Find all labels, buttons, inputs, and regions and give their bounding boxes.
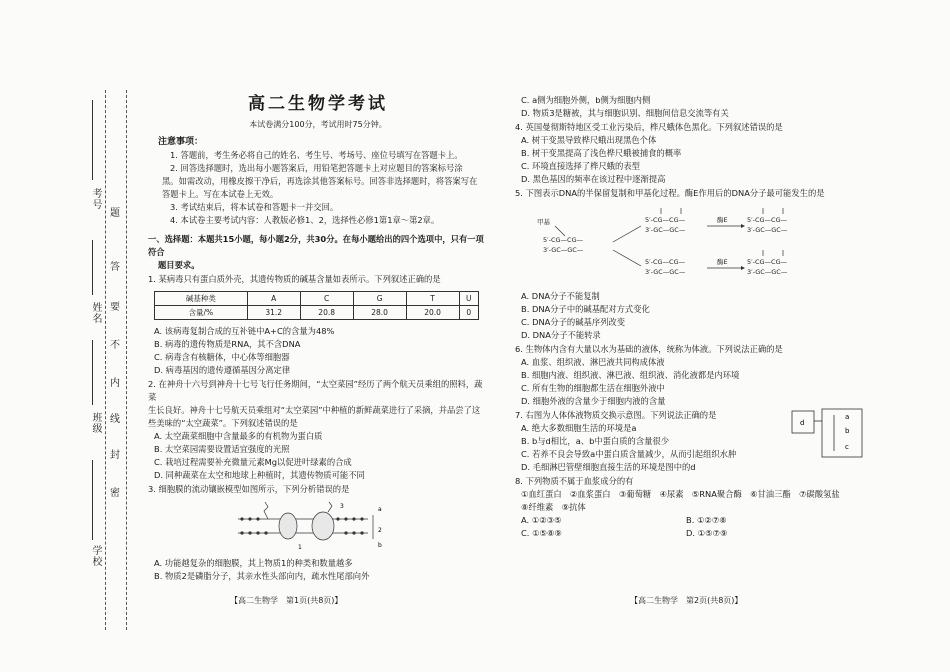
binding-dashed-line (105, 90, 106, 630)
table-cell: 碱基种类 (155, 292, 248, 306)
enzyme-label: 酶E (717, 258, 728, 266)
dna-strand: 3′-GC—GC— (747, 268, 788, 276)
membrane-label: 1 (298, 544, 302, 551)
enzyme-label: 酶E (717, 216, 728, 224)
q8-items: ⑧纤维素 ⑨抗体 (521, 502, 586, 512)
q4-option: C. 环境直接选择了桦尺蛾的表型 (521, 161, 640, 171)
q1-option: D. 病毒基因的遗传遵循基因分离定律 (154, 365, 291, 375)
q8-options-row (515, 527, 845, 540)
q4-option: D. 黑色基因的频率在该过程中逐渐提高 (521, 174, 666, 184)
dna-strand: 3′-GC—GC— (543, 246, 584, 254)
q6-option: B. 细胞内液、组织液、淋巴液、组织液、消化液都是内环境 (521, 370, 740, 380)
table-row (155, 292, 479, 306)
table-cell: 20.0 (406, 306, 459, 320)
q1-option: A. 该病毒复制合成的互补链中A+C的含量为48% (154, 326, 335, 336)
note-line: 黑。如需改动，用橡皮擦干净后，再选涂其他答案标号。回答非选择题时，将答案写在 (162, 176, 478, 186)
note-line: 2. 回答选择题时，选出每小题答案后，用铅笔把答题卡上对应题目的答案标号涂 (170, 163, 463, 173)
name-label: 姓名 (90, 302, 101, 324)
school-label: 学校 (90, 545, 101, 567)
table-cell: 含量/% (155, 306, 248, 320)
q8-items: ①血红蛋白 ②血浆蛋白 ③葡萄糖 ④尿素 ⑤RNA聚合酶 ⑥甘油三酯 ⑦碳酸氢盐 (521, 489, 840, 499)
seal-char: 答 (110, 262, 120, 273)
page-2-column (515, 94, 850, 540)
q7-option: D. 毛细淋巴管壁细胞直接生活的环境是图中的d (521, 462, 696, 472)
q2-option: C. 栽培过程需要补充微量元素Mg以促进叶绿素的合成 (154, 457, 352, 467)
notes-title: 注意事项： (158, 137, 204, 147)
q6-option: D. 细胞外液的含量少于细胞内液的含量 (521, 396, 666, 406)
membrane-label: a (378, 506, 382, 513)
q8-stem: 8. 下列物质不属于血浆成分的有 (515, 476, 634, 486)
note-line: 3. 考试结束后，将本试卷和答题卡一并交回。 (170, 202, 339, 212)
exam-no-underline (92, 100, 93, 180)
dna-strand: 5′-CG—CG— (645, 258, 686, 266)
q5-stem: 5. 下图表示DNA的半保留复制和甲基化过程。酶E作用后的DNA分子最可能发生的是 (515, 188, 825, 198)
fluid-label: a (845, 413, 850, 421)
seal-char: 封 (110, 450, 120, 461)
binding-dashed-line (126, 90, 127, 630)
q6-stem: 6. 生物体内含有大量以水为基础的液体，统称为体液。下列说法正确的是 (515, 344, 783, 354)
dna-strand: 5′-CG—CG— (747, 258, 788, 266)
q7-block (515, 409, 850, 474)
dna-strand: 5′-CG—CG— (747, 216, 788, 224)
fluid-label: c (845, 443, 849, 451)
name-underline (92, 240, 93, 295)
q7-option: B. b与d相比，a、b中蛋白质的含量很少 (521, 436, 670, 446)
binding-strip (78, 40, 140, 640)
q3-stem: 3. 细胞膜的流动镶嵌模型如图所示，下列分析错误的是 (148, 484, 350, 494)
q7-stem: 7. 右图为人体体液物质交换示意图。下列说法正确的是 (515, 410, 717, 420)
table-cell: A (247, 292, 300, 306)
q8-option: B. ①②⑦⑧ (686, 515, 727, 525)
q2-option: A. 太空蔬菜细胞中含量最多的有机物为蛋白质 (154, 431, 323, 441)
note-line: 答题卡上。写在本试卷上无效。 (162, 189, 279, 199)
q1-stem: 1. 某病毒只有蛋白质外壳，其遗传物质的碱基含量如表所示。下列叙述正确的是 (148, 274, 441, 284)
q4-option: B. 树干变黑提高了浅色桦尺蛾被捕食的概率 (521, 148, 682, 158)
dna-methylation-diagram (535, 202, 805, 282)
school-underline (92, 460, 93, 540)
q5-option: A. DNA分子不能复制 (521, 291, 600, 301)
seal-char: 不 (110, 340, 120, 351)
dna-strand: 5′-CG—CG— (645, 216, 686, 224)
base-content-table (154, 291, 479, 320)
body-fluid-diagram (790, 407, 865, 462)
q5-option: B. DNA分子中的碱基配对方式变化 (521, 304, 650, 314)
note-line: 1. 答题前，考生务必将自己的姓名、考生号、考场号、座位号填写在答题卡上。 (170, 150, 463, 160)
dna-strand: 3′-GC—GC— (645, 268, 686, 276)
dna-strand: 5′-CG—CG— (543, 236, 584, 244)
q6-option: C. 所有生物的细胞都生活在细胞外液中 (521, 383, 665, 393)
q1-option: B. 病毒的遗传物质是RNA，其不含DNA (154, 339, 301, 349)
q2-stem: 些美味的“太空蔬菜”。下列叙述错误的是 (148, 418, 298, 428)
q5-option: D. DNA分子不能转录 (521, 330, 601, 340)
q3-option: D. 物质3是糖被，其与细胞识别、细胞间信息交流等有关 (521, 108, 729, 118)
dna-strand: 3′-GC—GC— (747, 226, 788, 234)
seal-char: 密 (110, 488, 120, 499)
fluid-label: b (845, 427, 850, 435)
dna-methyl-label: 甲基 (537, 218, 550, 226)
table-cell: 31.2 (247, 306, 300, 320)
exam-subtitle: 本试卷满分100分，考试用时75分钟。 (249, 120, 387, 129)
membrane-diagram (228, 499, 388, 551)
q8-option: C. ①⑤⑧⑨ (521, 528, 562, 538)
class-underline (92, 340, 93, 405)
note-line: 4. 本试卷主要考试内容：人教版必修1、2，选择性必修1第1章～第2章。 (170, 215, 440, 225)
exam-no-label: 考号 (90, 188, 101, 210)
membrane-label: b (378, 542, 382, 549)
table-cell: C (300, 292, 353, 306)
q8-option: A. ①②③⑤ (521, 515, 562, 525)
seal-char: 线 (110, 414, 120, 425)
table-cell: 28.0 (353, 306, 406, 320)
page-1-column (148, 88, 488, 583)
page-2-footer: 【高二生物学 第2页(共8页)】 (630, 596, 743, 605)
q8-options-row (515, 514, 845, 527)
class-label: 班级 (90, 412, 101, 434)
table-cell: G (353, 292, 406, 306)
q3-option: A. 功能越复杂的细胞膜，其上物质1的种类和数量越多 (154, 558, 353, 568)
page-1-footer: 【高二生物学 第1页(共8页)】 (230, 596, 343, 605)
membrane-label: 2 (378, 527, 382, 534)
q3-option: B. 物质2是磷脂分子，其亲水性头部向内，疏水性尾部向外 (154, 571, 370, 581)
q2-option: D. 同种蔬菜在太空和地球上种植时，其遗传物质可能不同 (154, 470, 365, 480)
q2-option: B. 太空菜园需要设置适宜强度的光照 (154, 444, 290, 454)
q8-option: D. ①⑤⑦⑨ (686, 528, 728, 538)
section-title-cont: 题目要求。 (158, 260, 200, 270)
q2-stem: 2. 在神舟十六号到神舟十七号飞行任务期间，“太空菜园”经历了两个航天员乘组的照料，蔬菜 (148, 379, 483, 402)
q7-option: C. 若养不良会导致a中蛋白质含量减少，从而引起组织水肿 (521, 449, 737, 459)
section-title: 一、选择题：本题共15小题，每小题2分，共30分。在每小题给出的四个选项中，只有一项符合 (148, 234, 484, 257)
dna-strand: 3′-GC—GC— (645, 226, 686, 234)
seal-char: 题 (110, 208, 120, 219)
table-cell: 20.8 (300, 306, 353, 320)
membrane-label: 3 (340, 503, 344, 510)
q4-stem: 4. 英国曼彻斯特地区受工业污染后，桦尺蛾体色黑化。下列叙述错误的是 (515, 122, 783, 132)
table-cell: T (406, 292, 459, 306)
seal-char: 内 (110, 378, 120, 389)
table-cell: U (459, 292, 478, 306)
q5-option: C. DNA分子的碱基序列改变 (521, 317, 626, 327)
q6-option: A. 血浆、组织液、淋巴液共同构成体液 (521, 357, 665, 367)
q1-option: C. 病毒含有核糖体，中心体等细胞器 (154, 352, 290, 362)
exam-title: 高二生物学考试 (248, 94, 388, 114)
q2-stem: 生长良好。神舟十七号航天员乘组对“太空菜园”中种植的新鲜蔬菜进行了采摘，并品尝了这 (148, 405, 481, 415)
q4-option: A. 树干变黑导致桦尺蛾出现黑色个体 (521, 135, 657, 145)
table-cell: 0 (459, 306, 478, 320)
fluid-label: d (800, 419, 805, 427)
seal-char: 要 (110, 302, 120, 313)
table-row (155, 306, 479, 320)
q3-option: C. a侧为细胞外侧，b侧为细胞内侧 (521, 95, 651, 105)
q7-option: A. 绝大多数细胞生活的环境是a (521, 423, 637, 433)
